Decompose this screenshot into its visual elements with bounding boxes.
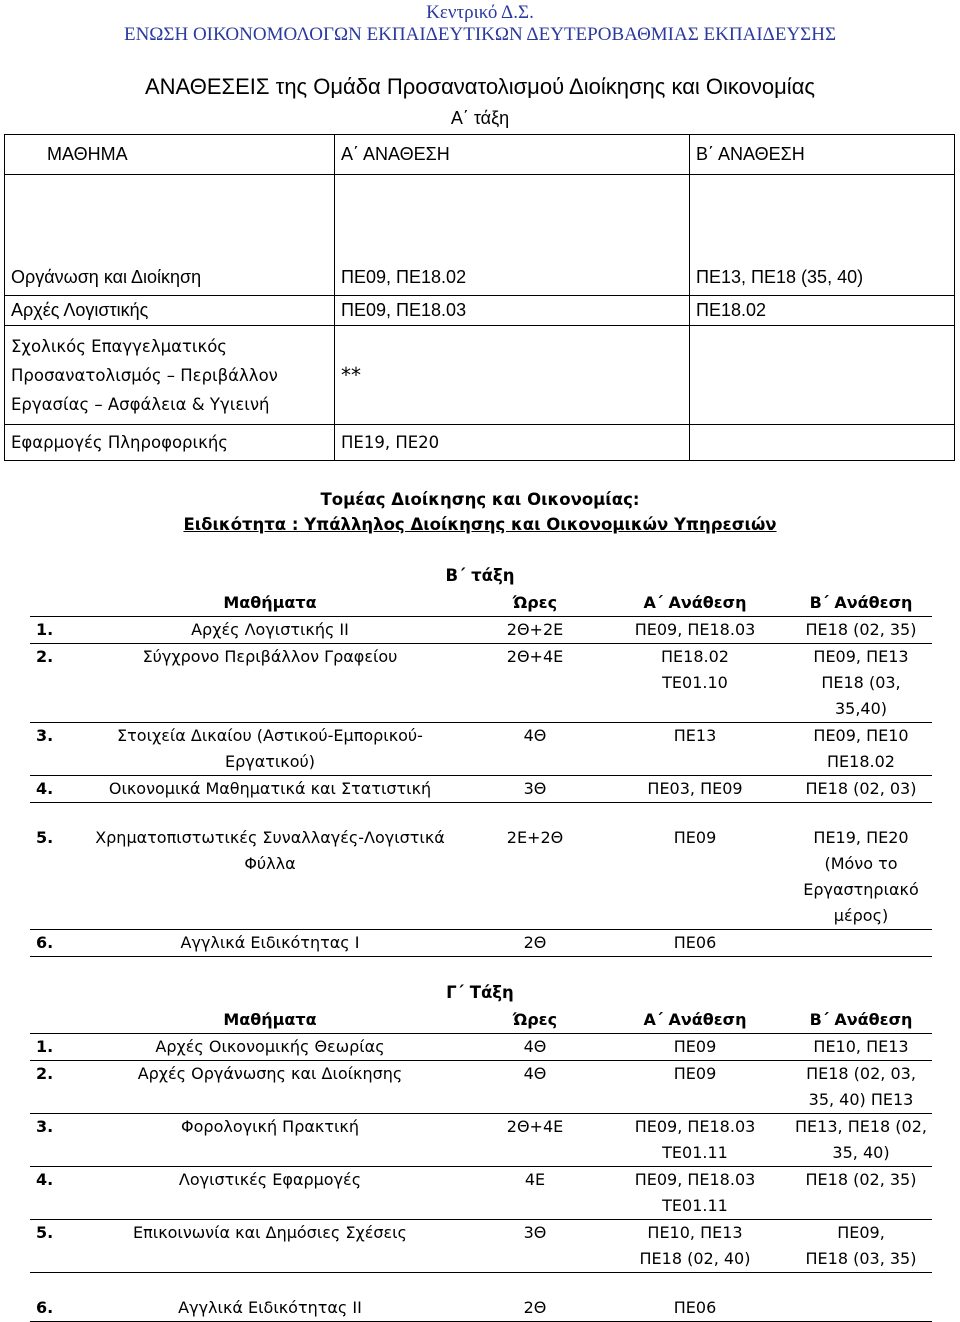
subject-line: Εργασίας – Ασφάλεια & Υγιεινή bbox=[11, 394, 270, 414]
a-assignment-cell bbox=[600, 644, 790, 723]
class-a-assignments-table bbox=[4, 134, 955, 461]
hours-cell: 4Ε bbox=[470, 1167, 600, 1220]
assignment-line: ΠΕ09, ΠΕ10 bbox=[813, 726, 909, 745]
specialty-title: Ειδικότητα : Υπάλληλος Διοίκησης και Οικονομικών Υπηρεσιών bbox=[183, 515, 777, 534]
subject-line: Λογιστικές Εφαρμογές bbox=[178, 1170, 362, 1189]
class-b-courses-table bbox=[30, 590, 932, 957]
a-assignment-cell: ΠΕ09, ΠΕ18.03 bbox=[335, 296, 690, 326]
assignment-line: ΠΕ06 bbox=[673, 933, 717, 952]
subject-line: Φύλλα bbox=[244, 854, 296, 873]
assignment-line: Εργαστηριακό bbox=[803, 880, 919, 899]
assignment-line: 35, 40) bbox=[832, 1143, 890, 1162]
row-number: 5. bbox=[30, 803, 70, 930]
column-header-b: Β΄ Ανάθεση bbox=[790, 590, 932, 617]
a-assignment-cell bbox=[600, 1220, 790, 1273]
subject-cell bbox=[70, 1167, 470, 1220]
class-b-label: Β΄ τάξη bbox=[445, 566, 515, 585]
assignment-line: ΠΕ09, ΠΕ13 bbox=[813, 647, 909, 666]
subject-cell: Αρχές Λογιστικής bbox=[5, 296, 335, 326]
column-header-number bbox=[30, 590, 70, 617]
assignment-line: ΤΕ01.11 bbox=[662, 1143, 728, 1162]
a-assignment-cell bbox=[600, 617, 790, 644]
subject-cell: Οργάνωση και Διοίκηση bbox=[5, 175, 335, 296]
hours-cell: 4Θ bbox=[470, 1034, 600, 1061]
b-assignment-cell bbox=[790, 803, 932, 930]
assignment-line: ΠΕ19, ΠΕ20 bbox=[813, 828, 909, 847]
column-header-hours: Ώρες bbox=[470, 590, 600, 617]
subject-line: Αρχές Οικονομικής Θεωρίας bbox=[155, 1037, 385, 1056]
subject-cell bbox=[70, 930, 470, 957]
assignment-line: 35, 40) ΠΕ13 bbox=[808, 1090, 914, 1109]
a-assignment-cell bbox=[600, 1273, 790, 1322]
b-assignment-cell bbox=[790, 930, 932, 957]
subject-line: Οικονομικά Μαθηματικά και Στατιστική bbox=[108, 779, 432, 798]
org-name: ΕΝΩΣΗ ΟΙΚΟΝΟΜΟΛΟΓΩΝ ΕΚΠΑΙΔΕΥΤΙΚΩΝ ΔΕΥΤΕΡΟΒΑΘΜΙΑΣ ΕΚΠΑΙΔΕΥΣΗΣ bbox=[123, 24, 837, 45]
column-header-a: Α΄ Ανάθεση bbox=[600, 1007, 790, 1034]
assignment-line: ΠΕ18 (02, 03) bbox=[805, 779, 917, 798]
subject-cell bbox=[70, 1034, 470, 1061]
subject-cell bbox=[70, 1273, 470, 1322]
subject-line: Σχολικός Επαγγελματικός bbox=[11, 336, 227, 356]
row-number: 6. bbox=[30, 930, 70, 957]
hours-cell: 4Θ bbox=[470, 723, 600, 776]
b-assignment-cell bbox=[790, 617, 932, 644]
b-assignment-cell bbox=[690, 326, 955, 425]
table-header-row bbox=[30, 1007, 932, 1034]
assignment-line: ΠΕ09, bbox=[837, 1223, 885, 1242]
b-assignment-cell bbox=[790, 1034, 932, 1061]
class-a-label: Α΄ τάξη bbox=[450, 108, 510, 128]
a-assignment-cell bbox=[600, 1034, 790, 1061]
assignment-line: ΠΕ06 bbox=[673, 1298, 717, 1317]
assignment-line: ΤΕ01.11 bbox=[662, 1196, 728, 1215]
a-assignment-cell bbox=[600, 803, 790, 930]
subject-cell bbox=[70, 1220, 470, 1273]
row-number: 2. bbox=[30, 1061, 70, 1114]
hours-cell: 2Θ+4Ε bbox=[470, 1114, 600, 1167]
assignment-line: ΠΕ09 bbox=[673, 1064, 717, 1083]
assignment-line: ΠΕ18 (02, 03, bbox=[806, 1064, 916, 1083]
subject-line: Προσανατολισμός – Περιβάλλον bbox=[11, 365, 278, 385]
row-number: 1. bbox=[30, 617, 70, 644]
table-row bbox=[30, 1061, 932, 1114]
table-row bbox=[5, 175, 955, 296]
assignment-line: ΠΕ09 bbox=[673, 1037, 717, 1056]
table-row bbox=[5, 425, 955, 461]
row-number: 4. bbox=[30, 776, 70, 803]
table-row bbox=[30, 1220, 932, 1273]
subject-line: Αγγλικά Ειδικότητας ΙΙ bbox=[178, 1298, 362, 1317]
assignment-line: ΠΕ18.02 bbox=[827, 752, 895, 771]
hours-cell: 2Θ bbox=[470, 930, 600, 957]
subject-cell bbox=[70, 617, 470, 644]
assignment-line: ΠΕ13 bbox=[673, 726, 717, 745]
org-subtitle: Κεντρικό Δ.Σ. bbox=[426, 2, 534, 23]
assignment-line: ΠΕ09, ΠΕ18.03 bbox=[634, 1117, 756, 1136]
table-row bbox=[30, 1114, 932, 1167]
hours-cell: 2Θ+2Ε bbox=[470, 617, 600, 644]
assignment-line: ΠΕ18 (02, 35) bbox=[805, 1170, 917, 1189]
subject-line: Εργατικού) bbox=[224, 752, 316, 771]
a-assignment-cell bbox=[600, 1167, 790, 1220]
hours-cell: 2Θ bbox=[470, 1273, 600, 1322]
table-row bbox=[30, 1167, 932, 1220]
row-number: 3. bbox=[30, 723, 70, 776]
table-header-row bbox=[30, 590, 932, 617]
a-assignment-cell: ** bbox=[335, 326, 690, 425]
assignment-line: ΠΕ10, ΠΕ13 bbox=[813, 1037, 909, 1056]
assignment-line: ΠΕ18.02 bbox=[661, 647, 729, 666]
column-header-b: Β΄ Ανάθεση bbox=[790, 1007, 932, 1034]
subject-cell: Εφαρμογές Πληροφορικής bbox=[5, 425, 335, 461]
assignment-line: ΤΕ01.10 bbox=[662, 673, 728, 692]
table-row bbox=[30, 803, 932, 930]
table-row bbox=[5, 296, 955, 326]
table-row bbox=[30, 776, 932, 803]
subject-cell bbox=[70, 1114, 470, 1167]
assignment-line: ΠΕ18 (02, 40) bbox=[639, 1249, 751, 1268]
hours-cell: 3Θ bbox=[470, 1220, 600, 1273]
class-c-label: Γ΄ Τάξη bbox=[446, 983, 514, 1002]
a-assignment-cell bbox=[600, 723, 790, 776]
subject-line: Επικοινωνία και Δημόσιες Σχέσεις bbox=[133, 1223, 407, 1242]
column-header-subject: Μαθήματα bbox=[70, 590, 470, 617]
column-header-b: Β΄ ΑΝΑΘΕΣΗ bbox=[690, 135, 955, 175]
a-assignment-cell bbox=[600, 1061, 790, 1114]
assignment-line: ΠΕ18 (02, 35) bbox=[805, 620, 917, 639]
b-assignment-cell: ΠΕ18.02 bbox=[690, 296, 955, 326]
b-assignment-cell bbox=[690, 425, 955, 461]
row-number: 1. bbox=[30, 1034, 70, 1061]
b-assignment-cell bbox=[790, 723, 932, 776]
subject-cell bbox=[5, 326, 335, 425]
row-number: 3. bbox=[30, 1114, 70, 1167]
subject-line: Φορολογική Πρακτική bbox=[181, 1117, 359, 1136]
hours-cell: 2Ε+2Θ bbox=[470, 803, 600, 930]
assignment-line: ΠΕ03, ΠΕ09 bbox=[647, 779, 743, 798]
table-header-row bbox=[5, 135, 955, 175]
subject-cell bbox=[70, 803, 470, 930]
b-assignment-cell bbox=[790, 1061, 932, 1114]
table-row bbox=[30, 1273, 932, 1322]
subject-line: Αγγλικά Ειδικότητας Ι bbox=[180, 933, 360, 952]
b-assignment-cell bbox=[790, 644, 932, 723]
subject-line: Αρχές Λογιστικής ΙΙ bbox=[191, 620, 349, 639]
b-assignment-cell bbox=[790, 1167, 932, 1220]
assignment-line: ΠΕ09, ΠΕ18.03 bbox=[634, 1170, 756, 1189]
row-number: 6. bbox=[30, 1273, 70, 1322]
assignment-line: 35,40) bbox=[834, 699, 888, 718]
b-assignment-cell: ΠΕ13, ΠΕ18 (35, 40) bbox=[690, 175, 955, 296]
assignment-line: ΠΕ13, ΠΕ18 (02, bbox=[795, 1117, 927, 1136]
subject-line: Στοιχεία Δικαίου (Αστικού-Εμπορικού- bbox=[117, 726, 423, 745]
subject-cell bbox=[70, 644, 470, 723]
b-assignment-cell bbox=[790, 776, 932, 803]
assignment-line: ΠΕ10, ΠΕ13 bbox=[647, 1223, 743, 1242]
b-assignment-cell bbox=[790, 1273, 932, 1322]
column-header-a: Α΄ ΑΝΑΘΕΣΗ bbox=[335, 135, 690, 175]
assignment-line: ΠΕ09, ΠΕ18.03 bbox=[634, 620, 756, 639]
document-title: ΑΝΑΘΕΣΕΙΣ της Ομάδα Προσανατολισμού Διοίκησης και Οικονομίας bbox=[144, 74, 816, 99]
class-c-courses-table bbox=[30, 1007, 932, 1322]
subject-cell bbox=[70, 776, 470, 803]
column-header-subject: ΜΑΘΗΜΑ bbox=[5, 135, 335, 175]
hours-cell: 3Θ bbox=[470, 776, 600, 803]
a-assignment-cell: ΠΕ09, ΠΕ18.02 bbox=[335, 175, 690, 296]
row-number: 5. bbox=[30, 1220, 70, 1273]
column-header-hours: Ώρες bbox=[470, 1007, 600, 1034]
subject-line: Σύγχρονο Περιβάλλον Γραφείου bbox=[142, 647, 398, 666]
b-assignment-cell bbox=[790, 1114, 932, 1167]
a-assignment-cell bbox=[600, 930, 790, 957]
subject-line: Χρηματοπιστωτικές Συναλλαγές-Λογιστικά bbox=[95, 828, 445, 847]
assignment-line: ΠΕ18 (03, 35) bbox=[805, 1249, 917, 1268]
a-assignment-cell bbox=[600, 1114, 790, 1167]
column-header-number bbox=[30, 1007, 70, 1034]
assignment-line: ΠΕ09 bbox=[673, 828, 717, 847]
table-row bbox=[30, 723, 932, 776]
subject-line: Αρχές Οργάνωσης και Διοίκησης bbox=[137, 1064, 403, 1083]
assignment-line: (Μόνο το bbox=[824, 854, 898, 873]
a-assignment-cell bbox=[600, 776, 790, 803]
table-row bbox=[30, 644, 932, 723]
row-number: 4. bbox=[30, 1167, 70, 1220]
a-assignment-cell: ΠΕ19, ΠΕ20 bbox=[335, 425, 690, 461]
sector-title: Τομέας Διοίκησης και Οικονομίας: bbox=[320, 490, 640, 509]
b-assignment-cell bbox=[790, 1220, 932, 1273]
column-header-a: Α΄ Ανάθεση bbox=[600, 590, 790, 617]
subject-cell bbox=[70, 1061, 470, 1114]
table-row bbox=[30, 617, 932, 644]
hours-cell: 2Θ+4Ε bbox=[470, 644, 600, 723]
table-row bbox=[30, 1034, 932, 1061]
assignment-line: ΠΕ18 (03, bbox=[821, 673, 901, 692]
row-number: 2. bbox=[30, 644, 70, 723]
assignment-line: μέρος) bbox=[833, 906, 889, 925]
table-row bbox=[30, 930, 932, 957]
subject-cell bbox=[70, 723, 470, 776]
hours-cell: 4Θ bbox=[470, 1061, 600, 1114]
table-row bbox=[5, 326, 955, 425]
column-header-subject: Μαθήματα bbox=[70, 1007, 470, 1034]
